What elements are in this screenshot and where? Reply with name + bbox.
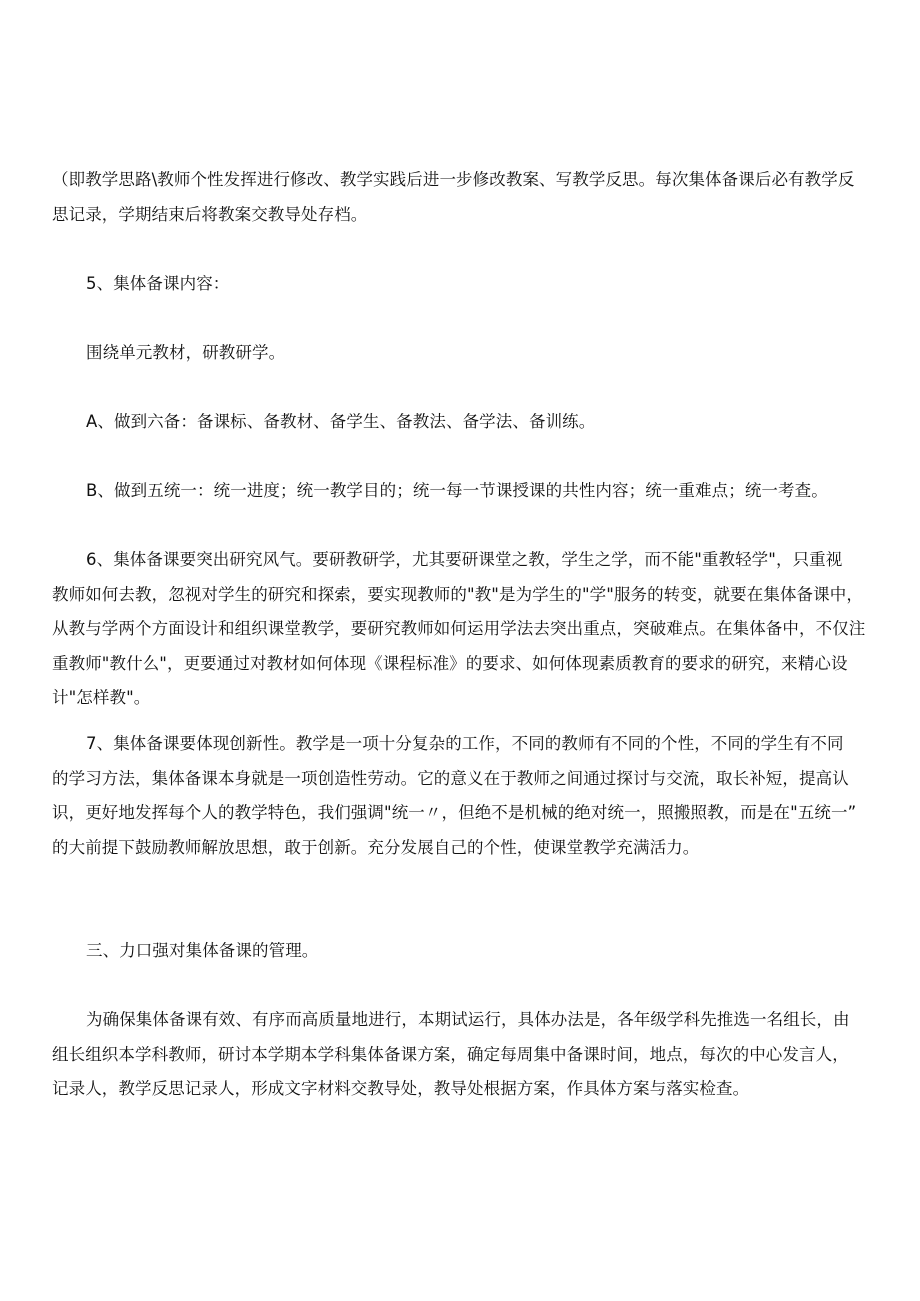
paragraph-line: 三、力口强对集体备课的管理。 — [86, 941, 319, 960]
paragraph-line: 的学习方法，集体备课本身就是一项创造性劳动。它的意义在于教师之间通过探讨与交流，取长补短，提高认 — [52, 768, 849, 788]
paragraph-line: 重教师"教什么"，更要通过对教材如何体现《课程标准》的要求、如何体现素质教育的要求的研究，来精心设 — [52, 653, 848, 673]
paragraph-line: 的大前提下鼓励教师解放思想，敢于创新。充分发展自己的个性，使课堂教学充满活力。 — [52, 837, 700, 857]
paragraph-6 — [52, 543, 880, 716]
paragraph-line: 7、集体备课要体现创新性。教学是一项十分复杂的工作，不同的教师有不同的个性，不同的学生有不同 — [86, 734, 844, 753]
paragraph-line: 6、集体备课要突出研究风气。要研教研学，尤其要研课堂之教，学生之学，而不能"重教轻学"，只重视 — [86, 550, 843, 569]
paragraph-line: 组长组织本学科教师，研讨本学期本学科集体备课方案，确定每周集中备课时间，地点，每次的中心发言人， — [52, 1044, 849, 1064]
paragraph-line: 计"怎样教"。 — [52, 688, 151, 707]
paragraph-line: 为确保集体备课有效、有序而高质量地进行，本期试运行，具体办法是，各年级学科先推选一名组长，由 — [86, 1010, 850, 1029]
paragraph-line: 思记录，学期结束后将教案交教导处存档。 — [52, 204, 368, 224]
paragraph-9 — [52, 1003, 880, 1107]
paragraph-line: 教师如何去教，忽视对学生的研究和探索，要实现教师的"教"是为学生的"学"服务的转变，就要在集体备课中， — [52, 584, 863, 604]
paragraph-4 — [52, 405, 880, 440]
paragraph-5 — [52, 474, 880, 509]
section-heading-3 — [52, 934, 880, 969]
paragraph-line: 记录人，教学反思记录人，形成文字材料交教导处，教导处根据方案，作具体方案与落实检查。 — [52, 1079, 750, 1098]
paragraph-line: 识，更好地发挥每个人的教学特色，我们强调"统一〃，但绝不是机械的绝对统一，照搬照教，而是在"五统一” — [52, 803, 857, 822]
paragraph-3 — [52, 336, 880, 371]
paragraph-line: B、做到五统一：统一进度；统一教学目的；统一每一节课授课的共性内容；统一重难点；统一考查。 — [86, 481, 828, 500]
paragraph-line: 从教与学两个方面设计和组织课堂教学，要研究教师如何运用学法去突出重点，突破难点。在集体备中，不仅注 — [52, 619, 866, 638]
section-heading-5 — [52, 267, 880, 302]
paragraph-7 — [52, 727, 880, 865]
paragraph-line: 5、集体备课内容： — [86, 274, 230, 293]
paragraph-line: A、做到六备：备课标、备教材、备学生、备教法、备学法、备训练。 — [86, 412, 596, 431]
paragraph-1 — [52, 163, 880, 232]
paragraph-line: （即教学思路\教师个性发挥进行修改、教学实践后进一步修改教案、写教学反思。每次集体备课后必有教学反 — [52, 170, 855, 189]
paragraph-line: 围绕单元教材，研教研学。 — [86, 343, 286, 362]
